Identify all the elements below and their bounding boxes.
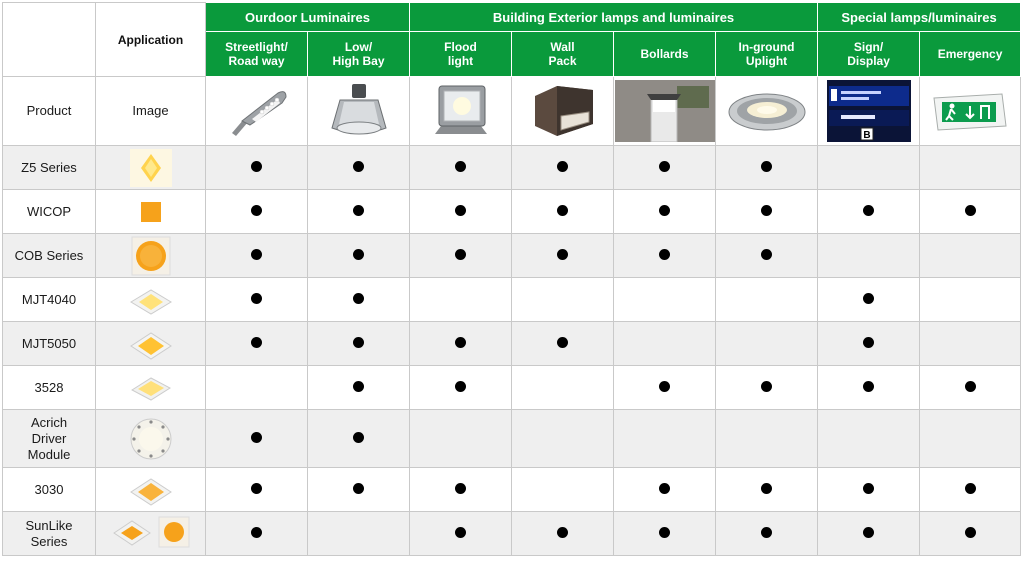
applicable-dot-icon	[251, 249, 262, 260]
applicability-cell	[206, 190, 308, 234]
product-name-line: Series	[30, 533, 68, 549]
applicability-cell	[206, 366, 308, 410]
applicability-cell	[308, 366, 410, 410]
applicability-cell	[512, 278, 614, 322]
bollard-image-icon	[614, 77, 716, 146]
applicable-dot-icon	[863, 293, 874, 304]
group-special-lamps: Special lamps/luminaires	[818, 3, 1021, 32]
applicability-cell	[920, 278, 1021, 322]
applicable-dot-icon	[557, 205, 568, 216]
applicable-dot-icon	[863, 337, 874, 348]
applicability-cell	[818, 512, 920, 556]
applicable-dot-icon	[659, 483, 670, 494]
application-matrix-table	[2, 2, 1021, 556]
applicability-cell	[614, 468, 716, 512]
applicability-cell	[920, 234, 1021, 278]
applicable-dot-icon	[455, 483, 466, 494]
applicable-dot-icon	[557, 527, 568, 538]
applicability-cell	[614, 322, 716, 366]
applicability-cell	[410, 410, 512, 468]
product-name	[3, 512, 96, 556]
product-heading: Product	[3, 77, 96, 146]
applicability-cell	[818, 468, 920, 512]
applicable-dot-icon	[353, 161, 364, 172]
applicability-cell	[818, 366, 920, 410]
applicable-dot-icon	[455, 337, 466, 348]
applicability-cell	[614, 410, 716, 468]
image-row	[3, 77, 1021, 146]
product-name	[3, 278, 96, 322]
applicability-cell	[818, 322, 920, 366]
applicability-cell	[308, 146, 410, 190]
applicable-dot-icon	[761, 161, 772, 172]
sunlike-square-led-icon	[112, 515, 152, 549]
applicable-dot-icon	[353, 205, 364, 216]
applicable-dot-icon	[659, 205, 670, 216]
applicable-dot-icon	[761, 381, 772, 392]
applicability-cell	[410, 234, 512, 278]
applicability-cell	[512, 366, 614, 410]
applicability-cell	[308, 468, 410, 512]
wicop-led-icon	[96, 190, 206, 234]
applicability-cell	[512, 146, 614, 190]
wall-pack-image-icon	[512, 77, 614, 146]
product-name	[3, 468, 96, 512]
applicable-dot-icon	[455, 381, 466, 392]
applicability-cell	[206, 146, 308, 190]
applicability-cell	[512, 512, 614, 556]
applicability-cell	[920, 190, 1021, 234]
column-header-line2: light	[447, 54, 474, 68]
product-name-line: 3030	[34, 481, 64, 497]
column-header-3	[512, 32, 614, 77]
column-header-line1: Emergency	[937, 47, 1003, 61]
applicability-cell	[716, 190, 818, 234]
sign-badge-letter: B	[862, 130, 871, 141]
corner-cell	[3, 3, 96, 77]
product-name-line: MJT4040	[21, 291, 77, 307]
applicability-cell	[206, 410, 308, 468]
product-row	[3, 468, 1021, 512]
applicability-cell	[308, 322, 410, 366]
product-row	[3, 410, 1021, 468]
applicable-dot-icon	[659, 161, 670, 172]
column-header-line2: Display	[847, 54, 890, 68]
applicable-dot-icon	[251, 293, 262, 304]
applicability-cell	[818, 146, 920, 190]
in-ground-uplight-image-icon	[716, 77, 818, 146]
mjt4040-led-icon	[96, 278, 206, 322]
applicability-cell	[206, 322, 308, 366]
applicable-dot-icon	[251, 337, 262, 348]
product-row	[3, 146, 1021, 190]
column-header-7	[920, 32, 1021, 77]
applicability-cell	[410, 468, 512, 512]
applicability-cell	[410, 322, 512, 366]
flood-light-image-icon	[410, 77, 512, 146]
cob-led-icon	[96, 234, 206, 278]
applicability-cell	[410, 190, 512, 234]
applicable-dot-icon	[251, 527, 262, 538]
column-header-line2: Uplight	[745, 54, 788, 68]
product-name	[3, 146, 96, 190]
applicability-cell	[920, 146, 1021, 190]
group-building-exterior: Building Exterior lamps and luminaires	[410, 3, 818, 32]
applicable-dot-icon	[455, 205, 466, 216]
product-name	[3, 366, 96, 410]
column-header-0	[206, 32, 308, 77]
product-name-line: MJT5050	[21, 335, 77, 351]
applicable-dot-icon	[557, 249, 568, 260]
applicable-dot-icon	[761, 249, 772, 260]
applicable-dot-icon	[557, 337, 568, 348]
product-name-line: 3528	[34, 379, 64, 395]
applicability-cell	[614, 512, 716, 556]
applicable-dot-icon	[761, 205, 772, 216]
product-name-line: WICOP	[26, 203, 72, 219]
applicable-dot-icon	[965, 205, 976, 216]
column-header-4	[614, 32, 716, 77]
applicable-dot-icon	[455, 161, 466, 172]
applicable-dot-icon	[863, 483, 874, 494]
applicable-dot-icon	[251, 205, 262, 216]
applicability-cell	[920, 410, 1021, 468]
applicability-cell	[206, 234, 308, 278]
applicability-cell	[308, 410, 410, 468]
column-header-2	[410, 32, 512, 77]
product-row	[3, 190, 1021, 234]
column-header-line1: Flood	[444, 40, 477, 54]
applicability-cell	[614, 278, 716, 322]
applicable-dot-icon	[455, 527, 466, 538]
applicability-cell	[512, 410, 614, 468]
applicability-cell	[716, 322, 818, 366]
sunlike-round-led-icon	[158, 516, 190, 548]
product-name	[3, 322, 96, 366]
applicable-dot-icon	[863, 527, 874, 538]
product-name	[3, 410, 96, 468]
applicability-cell	[308, 190, 410, 234]
applicable-dot-icon	[353, 483, 364, 494]
applicability-cell	[920, 366, 1021, 410]
applicability-cell	[206, 278, 308, 322]
product-name-line: Module	[27, 446, 71, 462]
emergency-exit-sign-image-icon	[920, 77, 1021, 146]
applicability-cell	[920, 322, 1021, 366]
group-header-row	[3, 3, 1021, 32]
applicability-cell	[512, 322, 614, 366]
image-heading: Image	[96, 77, 206, 146]
applicable-dot-icon	[761, 527, 772, 538]
product-row	[3, 366, 1021, 410]
applicability-cell	[614, 190, 716, 234]
streetlight-image-icon	[206, 77, 308, 146]
column-header-line2: High Bay	[332, 54, 385, 68]
sign-display-image-icon	[818, 77, 920, 146]
product-row	[3, 234, 1021, 278]
column-header-line1: Streetlight/	[225, 40, 288, 54]
product-name	[3, 190, 96, 234]
applicable-dot-icon	[659, 381, 670, 392]
applicable-dot-icon	[965, 527, 976, 538]
product-name-line: Acrich	[30, 414, 68, 430]
product-row	[3, 512, 1021, 556]
column-header-line2: Pack	[548, 54, 577, 68]
product-row	[3, 322, 1021, 366]
applicable-dot-icon	[659, 527, 670, 538]
applicable-dot-icon	[965, 381, 976, 392]
applicable-dot-icon	[353, 293, 364, 304]
applicability-cell	[410, 278, 512, 322]
applicability-cell	[410, 146, 512, 190]
applicable-dot-icon	[863, 381, 874, 392]
applicable-dot-icon	[353, 249, 364, 260]
applicable-dot-icon	[251, 432, 262, 443]
applicable-dot-icon	[353, 432, 364, 443]
column-header-line1: Wall	[550, 40, 575, 54]
applicability-cell	[512, 468, 614, 512]
column-header-line1: Low/	[344, 40, 373, 54]
applicability-cell	[410, 512, 512, 556]
applicable-dot-icon	[251, 161, 262, 172]
applicable-dot-icon	[659, 249, 670, 260]
mjt5050-led-icon	[96, 322, 206, 366]
applicability-cell	[614, 234, 716, 278]
column-header-line1: Sign/	[853, 40, 884, 54]
applicable-dot-icon	[353, 381, 364, 392]
led-3030-icon	[96, 468, 206, 512]
column-header-1	[308, 32, 410, 77]
applicability-cell	[206, 468, 308, 512]
applicable-dot-icon	[353, 337, 364, 348]
applicability-cell	[206, 512, 308, 556]
applicable-dot-icon	[557, 161, 568, 172]
applicability-cell	[308, 512, 410, 556]
applicability-cell	[614, 366, 716, 410]
applicability-cell	[308, 234, 410, 278]
applicability-cell	[716, 366, 818, 410]
group-outdoor-luminaires: Ourdoor Luminaires	[206, 3, 410, 32]
sunlike-led-icon	[96, 512, 206, 556]
applicability-cell	[716, 234, 818, 278]
applicability-cell	[716, 410, 818, 468]
column-header-6	[818, 32, 920, 77]
applicability-cell	[818, 410, 920, 468]
column-header-line2: Road way	[228, 54, 285, 68]
applicability-cell	[512, 234, 614, 278]
column-header-line1: In-ground	[738, 40, 795, 54]
applicability-cell	[818, 190, 920, 234]
applicability-cell	[818, 278, 920, 322]
product-name	[3, 234, 96, 278]
product-name-line: COB Series	[14, 247, 84, 263]
applicability-cell	[818, 234, 920, 278]
applicability-cell	[512, 190, 614, 234]
applicable-dot-icon	[965, 483, 976, 494]
applicability-cell	[716, 146, 818, 190]
applicability-cell	[920, 512, 1021, 556]
high-bay-lamp-image-icon	[308, 77, 410, 146]
applicable-dot-icon	[761, 483, 772, 494]
product-name-line: Z5 Series	[21, 159, 77, 175]
column-header-line1: Bollards	[640, 47, 689, 61]
applicability-cell	[716, 512, 818, 556]
applicable-dot-icon	[455, 249, 466, 260]
applicable-dot-icon	[251, 483, 262, 494]
led-3528-icon	[96, 366, 206, 410]
acrich-module-icon	[96, 410, 206, 468]
product-name-line: SunLike	[25, 517, 73, 533]
applicability-cell	[410, 366, 512, 410]
applicability-cell	[716, 278, 818, 322]
applicable-dot-icon	[863, 205, 874, 216]
applicability-cell	[716, 468, 818, 512]
product-name-line: Driver	[31, 430, 67, 446]
application-heading: Application	[96, 3, 206, 77]
applicability-cell	[920, 468, 1021, 512]
product-row	[3, 278, 1021, 322]
column-header-5	[716, 32, 818, 77]
applicability-cell	[308, 278, 410, 322]
z5-led-icon	[96, 146, 206, 190]
applicability-cell	[614, 146, 716, 190]
